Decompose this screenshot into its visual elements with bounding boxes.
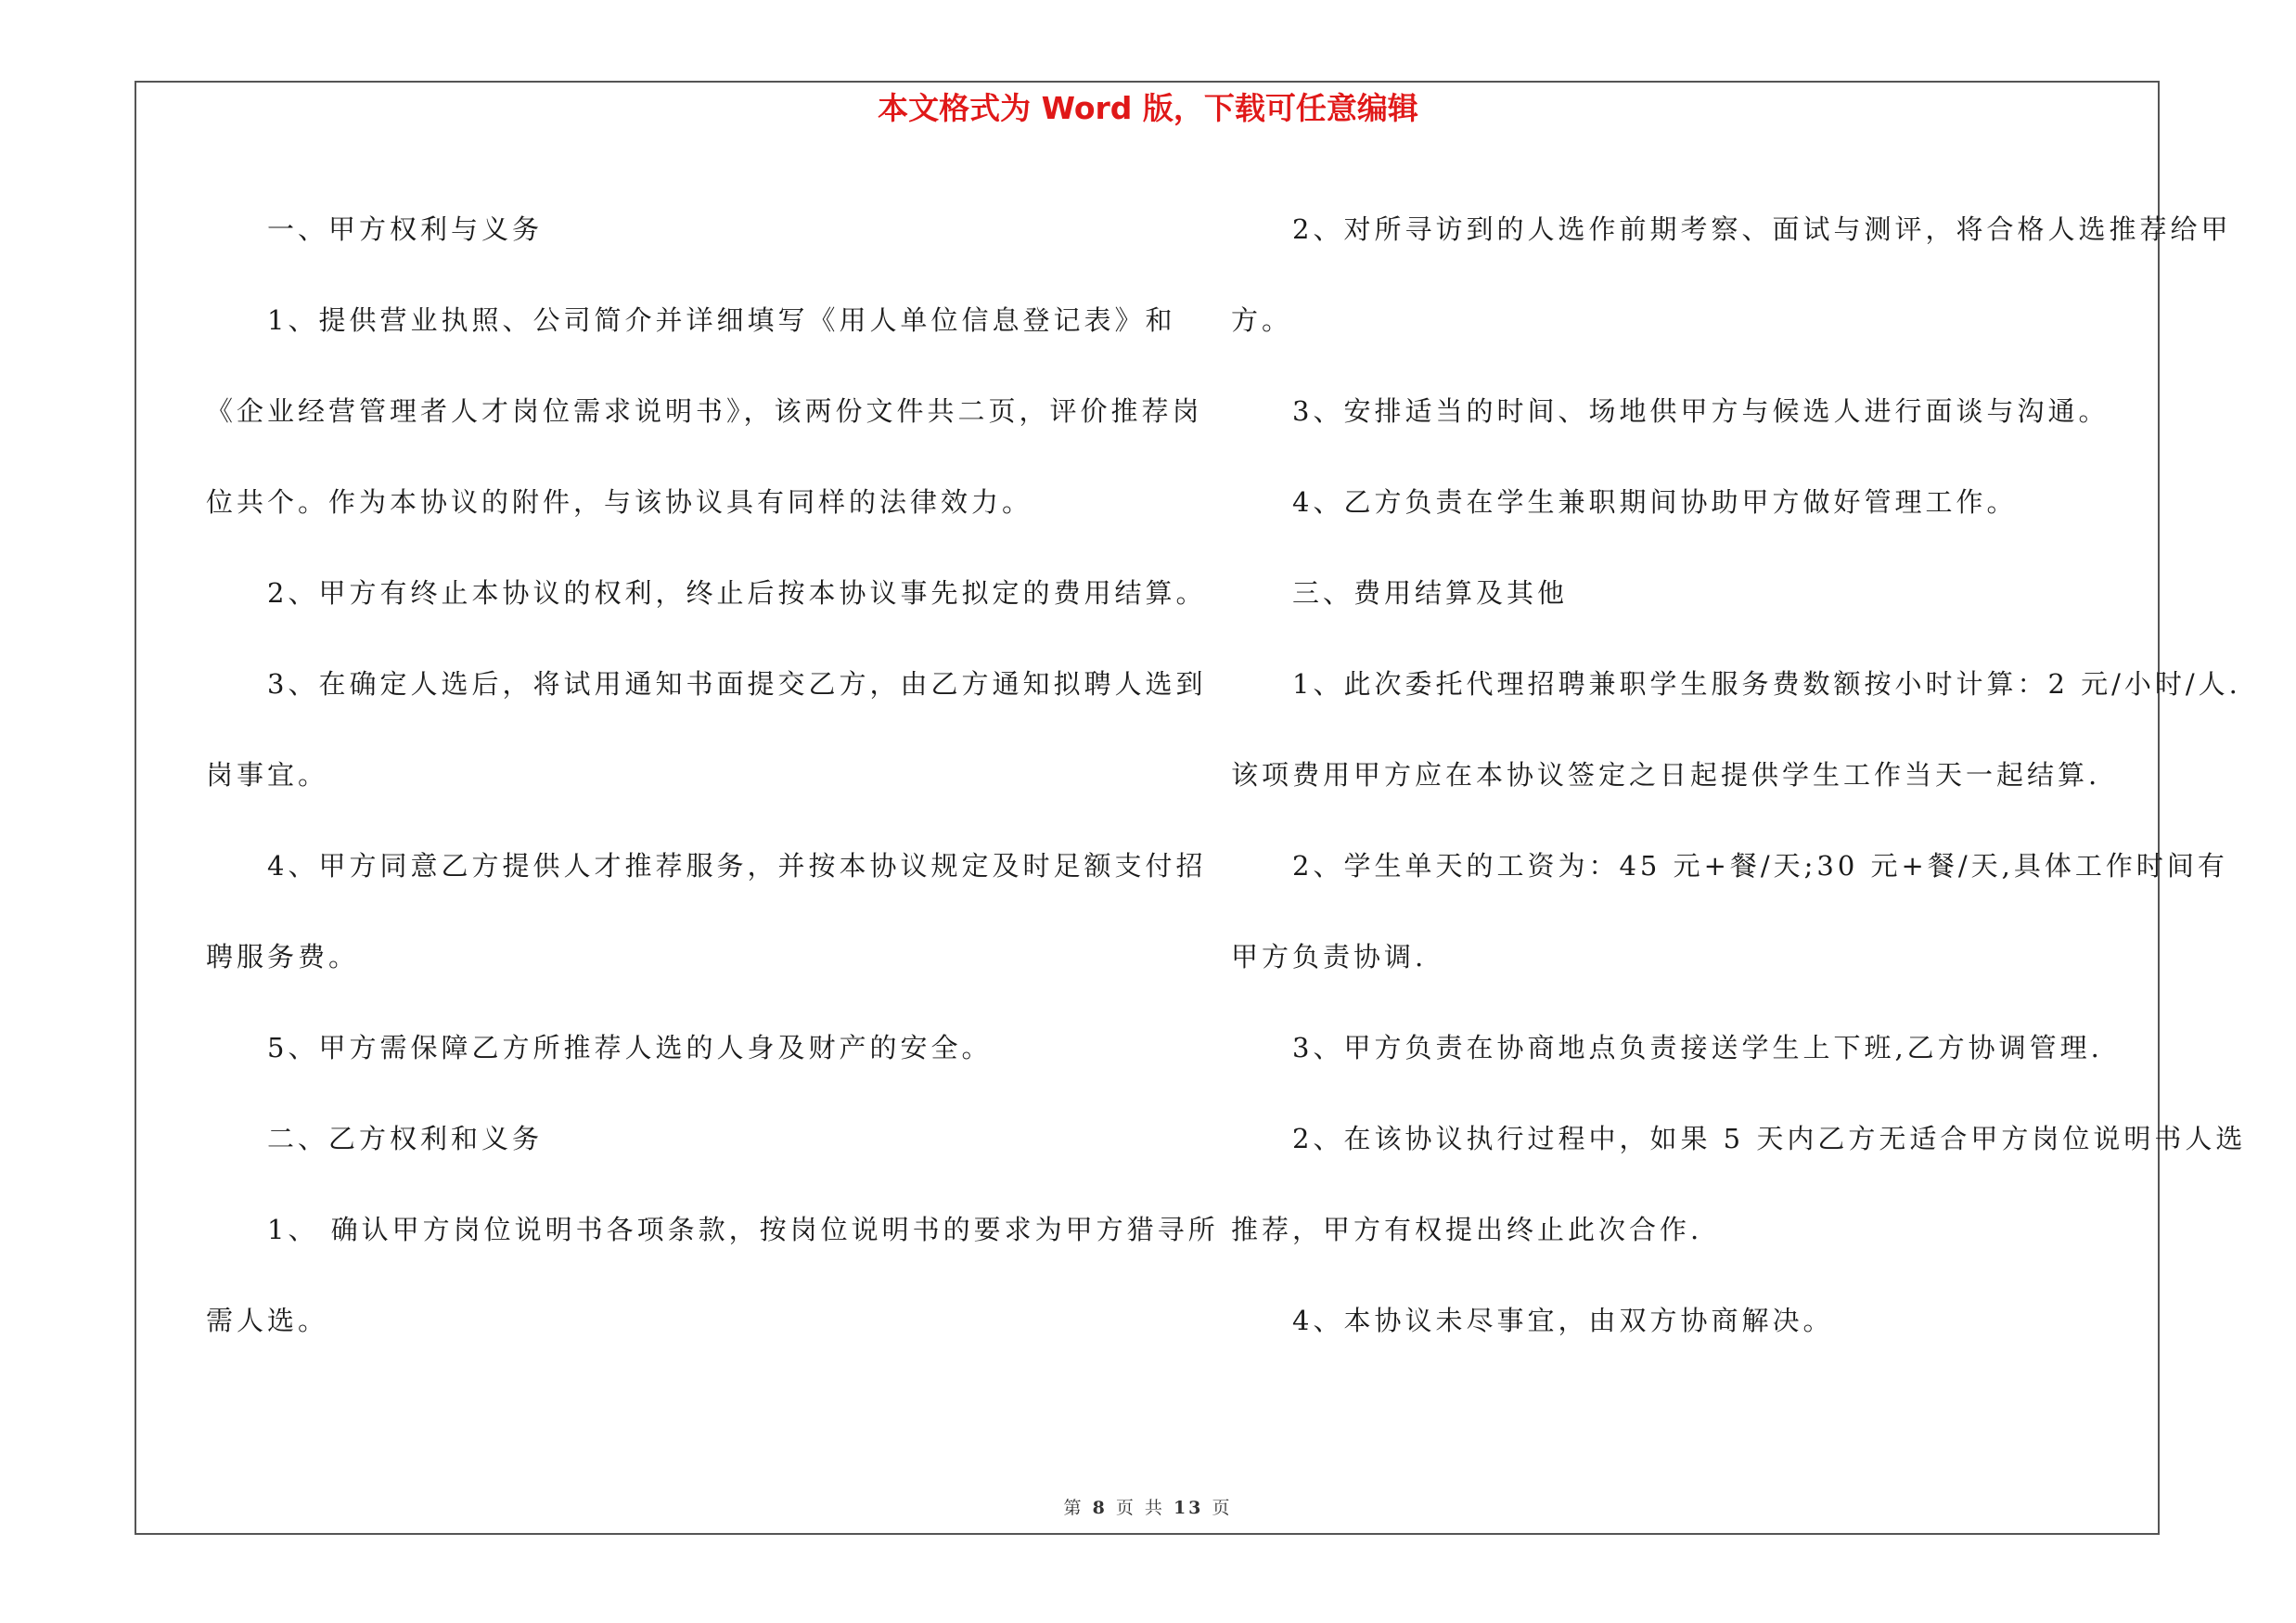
footer-prefix: 第 [1063,1498,1084,1518]
paragraph: 4、本协议未尽事宜，由双方协商解决。 [1292,1305,1834,1336]
paragraph: 3、在确定人选后，将试用通知书面提交乙方，由乙方通知拟聘人选到岗事宜。 [206,668,1207,791]
paragraph: 2、对所寻访到的人选作前期考察、面试与测评，将合格人选推荐给甲方。 [1231,213,2232,336]
paragraph: 1、提供营业执照、公司简介并详细填写《用人单位信息登记表》和《企业经营管理者人才岗位需求说明书》，该两份文件共二页，评价推荐岗位共个。作为本协议的附件，与该协议具有同样的法律效力。 [206,304,1203,518]
right-column [1231,184,2247,1366]
paragraph: 4、乙方负责在学生兼职期间协助甲方做好管理工作。 [1292,486,2018,518]
left-column [206,184,1222,1366]
footer-middle: 页 共 [1115,1498,1165,1518]
section-heading-fees: 三、费用结算及其他 [1292,577,1569,609]
paragraph: 3、安排适当的时间、场地供甲方与候选人进行面谈与沟通。 [1292,395,2110,427]
footer-suffix: 页 [1212,1498,1233,1518]
total-page-number: 13 [1173,1498,1204,1518]
page-number-footer [0,1494,2296,1519]
paragraph: 2、在该协议执行过程中，如果 5 天内乙方无适合甲方岗位说明书人选推荐，甲方有权提出终止此次合作. [1231,1123,2247,1245]
word-format-banner: 本文格式为 Word 版，下载可任意编辑 [878,90,1418,126]
paragraph: 3、甲方负责在协商地点负责接送学生上下班,乙方协调管理. [1292,1032,2103,1063]
section-heading-party-a: 一、甲方权利与义务 [267,213,544,245]
section-heading-party-b: 二、乙方权利和义务 [267,1123,544,1154]
paragraph: 2、甲方有终止本协议的权利，终止后按本协议事先拟定的费用结算。 [267,577,1207,609]
paragraph: 1、此次委托代理招聘兼职学生服务费数额按小时计算：2 元/小时/人.该项费用甲方应在本协议签定之日起提供学生工作当天一起结算. [1231,668,2241,791]
paragraph: 2、学生单天的工资为：45 元+餐/天;30 元+餐/天,具体工作时间有甲方负责协调. [1231,850,2228,973]
paragraph: 1、 确认甲方岗位说明书各项条款，按岗位说明书的要求为甲方猎寻所需人选。 [206,1214,1219,1336]
paragraph: 5、甲方需保障乙方所推荐人选的人身及财产的安全。 [267,1032,993,1063]
paragraph: 4、甲方同意乙方提供人才推荐服务，并按本协议规定及时足额支付招聘服务费。 [206,850,1207,973]
current-page-number: 8 [1092,1498,1108,1518]
